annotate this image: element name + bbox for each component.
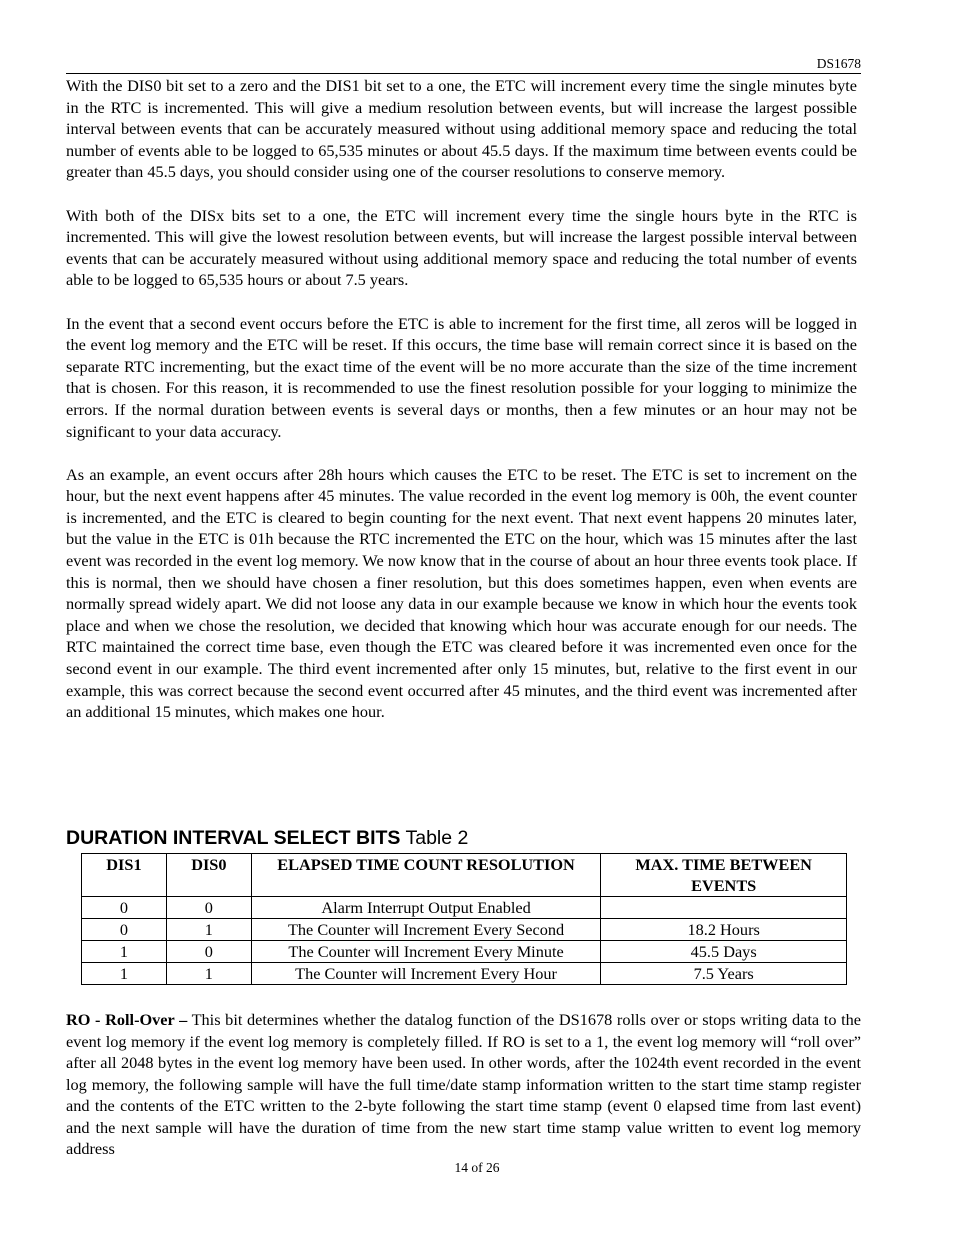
header-dis0: DIS0 xyxy=(166,854,251,897)
table-cell: 1 xyxy=(166,919,251,941)
section-title: DURATION INTERVAL SELECT BITS xyxy=(66,827,401,849)
section-heading xyxy=(66,827,468,850)
table-cell: 0 xyxy=(82,919,167,941)
table-cell: Alarm Interrupt Output Enabled xyxy=(251,897,601,919)
ro-description: This bit determines whether the datalog function of the DS1678 rolls over or stops writing data to the event log memory if the event log memory is completely filled. If RO is set to a 1, the event log memory will “roll over” after all 2048 bytes in the event log memory have been used. In other words, after the 1024th event recorded in the event log memory, the following sample will have the full time/date stamp information written to the start time stamp register and the contents of the ETC written to the 2-byte following the start time stamp (event 0 elapsed time from last event) and the next sample will have the duration of time from the new start time stamp value written to event log memory address xyxy=(66,1010,861,1158)
table-cell: 0 xyxy=(166,941,251,963)
header-max-time: MAX. TIME BETWEEN EVENTS xyxy=(601,854,847,897)
page-number: 14 of 26 xyxy=(454,1160,500,1175)
paragraph-dis0-zero-dis1-one: With the DIS0 bit set to a zero and the DIS1 bit set to a one, the ETC will increment every time the single minutes byte in the RTC is incremented. This will give a medium resolution between events, but will increase the largest possible interval between events that can be accurately measured without using additional memory space and reducing the total number of events able to be logged to 65,535 minutes or about 45.5 days. If the maximum time between events could be greater than 45.5 days, you should consider using one of the courser resolutions to conserve memory. xyxy=(66,76,857,182)
paragraph-second-event: In the event that a second event occurs before the ETC is able to increment for the first time, all zeros will be logged in the event log memory and the ETC will be reset. If this occurs, the time base will remain correct since it is based on the separate RTC incrementing, but the exact time of the event will be no more accurate than the size of the time increment that is chosen. For this reason, it is recommended to use the finest resolution possible for your logging to minimize the errors. If the normal duration between events is several days or months, then a few minutes or an hour may not be significant to your data accuracy. xyxy=(66,313,857,441)
table-cell: 18.2 Hours xyxy=(601,919,847,941)
table-cell: 1 xyxy=(166,963,251,985)
table-cell: 0 xyxy=(166,897,251,919)
header-dis1: DIS1 xyxy=(82,854,167,897)
body-text xyxy=(66,75,857,744)
table-cell xyxy=(601,897,847,919)
ro-paragraph xyxy=(66,1009,861,1160)
document-id: DS1678 xyxy=(816,56,861,71)
table-cell: 7.5 Years xyxy=(601,963,847,985)
table-row xyxy=(82,941,847,963)
table-cell: 1 xyxy=(82,963,167,985)
table-row xyxy=(82,897,847,919)
table-cell: 0 xyxy=(82,897,167,919)
table-row xyxy=(82,919,847,941)
duration-interval-table xyxy=(81,853,847,985)
header-rule xyxy=(66,73,861,74)
paragraph-example: As an example, an event occurs after 28h hours which causes the ETC to be reset. The ETC is set to increment on the hour, but the next event happens after 45 minutes. The value recorded in the event log memory is 00h, the event counter is incremented, and the ETC is cleared to begin counting for the next event. That next event happens 20 minutes later, but the value in the ETC is 01h because the RTC incremented the ETC on the hour, which was 15 minutes after the last event was recorded in the event log memory. We now know that in the course of about an hour three events took place. If this is normal, then we should have chosen a finer resolution, but this does sometimes happen, even when events are normally spread widely apart. We did not loose any data in our example because we know in which hour the events took place and when we chose the resolution, we decided that knowing which hour was accurate enough for our needs. The RTC maintained the correct time base, even though the ETC was cleared before it was incremented even once for the second event in our example. The third event incremented after only 15 minutes, but, relative to the first event in our example, this was correct because the second event occurred after 45 minutes, and the third event was incremented after an additional 15 minutes, which makes one hour. xyxy=(66,464,857,722)
table-row xyxy=(82,963,847,985)
ro-term: RO - Roll-Over – xyxy=(66,1010,188,1029)
paragraph-both-disx-one: With both of the DISx bits set to a one, the ETC will increment every time the single hours byte in the RTC is incremented. This will give the lowest resolution between events, but will increase the largest possible interval between events that can be accurately measured without using additional memory space and reducing the total number of events able to be logged to 65,535 hours or about 7.5 years. xyxy=(66,205,857,290)
table-cell: 45.5 Days xyxy=(601,941,847,963)
table-header-row xyxy=(82,854,847,897)
table-cell: The Counter will Increment Every Second xyxy=(251,919,601,941)
section-title-suffix: Table 2 xyxy=(400,827,469,849)
header-resolution: ELAPSED TIME COUNT RESOLUTION xyxy=(251,854,601,897)
table-cell: The Counter will Increment Every Minute xyxy=(251,941,601,963)
table-cell: 1 xyxy=(82,941,167,963)
table-cell: The Counter will Increment Every Hour xyxy=(251,963,601,985)
